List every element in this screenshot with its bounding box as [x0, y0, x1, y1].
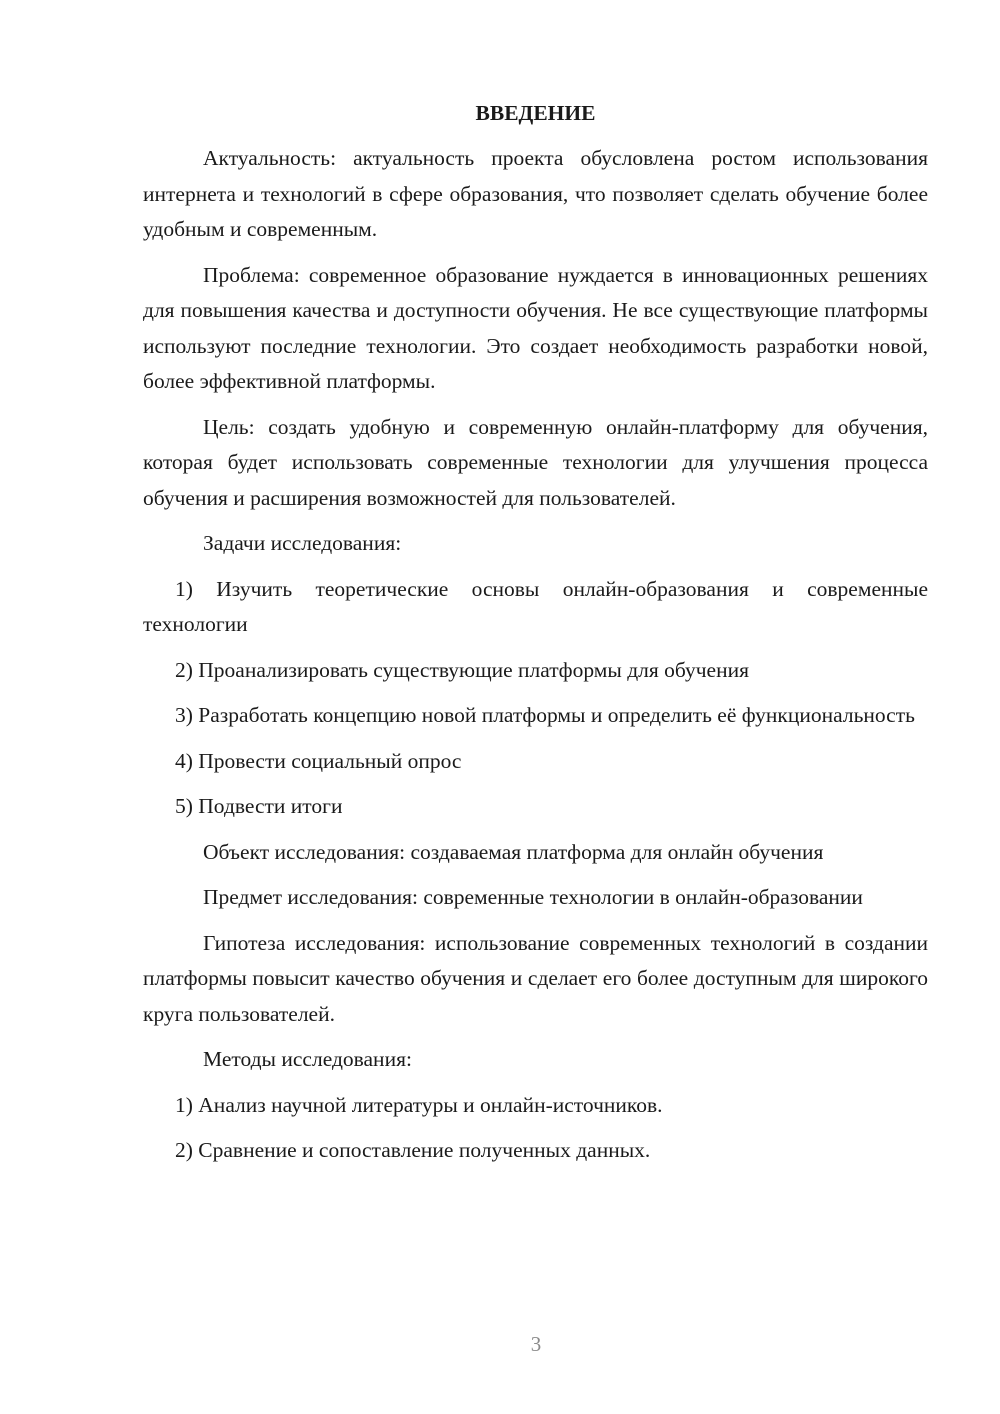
methods-heading: Методы исследования: — [203, 1047, 412, 1071]
problem-paragraph: Проблема: современное образование нуждается в инновационных решениях для повышения качества и доступности обучения. Не все существующие платформы используют последние технологии. Это создает необходимость разработки новой, более эффективной платформы. — [143, 262, 928, 393]
task-item: 2) Проанализировать существующие платформы для обучения — [175, 657, 750, 682]
task-item: 3) Разработать концепцию новой платформы и определить её функциональность — [175, 703, 915, 727]
task-item: 1) Изучить теоретические основы онлайн-образования и современные технологии — [143, 576, 928, 636]
section-title: ВВЕДЕНИЕ — [475, 101, 596, 125]
task-item: 5) Подвести итоги — [175, 794, 343, 818]
page-number: 3 — [530, 1332, 542, 1356]
object-paragraph: Объект исследования: создаваемая платформа для онлайн обучения — [203, 839, 824, 864]
relevance-paragraph: Актуальность: актуальность проекта обусловлена ростом использования интернета и технологий в сфере образования, что позволяет сделать обучение более удобным и современным. — [143, 146, 928, 241]
document-page — [143, 96, 928, 1179]
tasks-heading: Задачи исследования: — [203, 531, 402, 555]
goal-paragraph: Цель: создать удобную и современную онлайн-платформу для обучения, которая будет использовать современные технологии для улучшения процесса обучения и расширения возможностей для пользователей. — [143, 414, 928, 510]
method-item: 2) Сравнение и сопоставление полученных данных. — [175, 1138, 651, 1162]
subject-paragraph: Предмет исследования: современные технологии в онлайн-образовании — [203, 885, 863, 909]
hypothesis-paragraph: Гипотеза исследования: использование современных технологий в создании платформы повысит качество обучения и сделает его более доступным для широкого круга пользователей. — [143, 930, 928, 1026]
method-item: 1) Анализ научной литературы и онлайн-источников. — [175, 1092, 663, 1117]
task-item: 4) Провести социальный опрос — [175, 748, 462, 773]
